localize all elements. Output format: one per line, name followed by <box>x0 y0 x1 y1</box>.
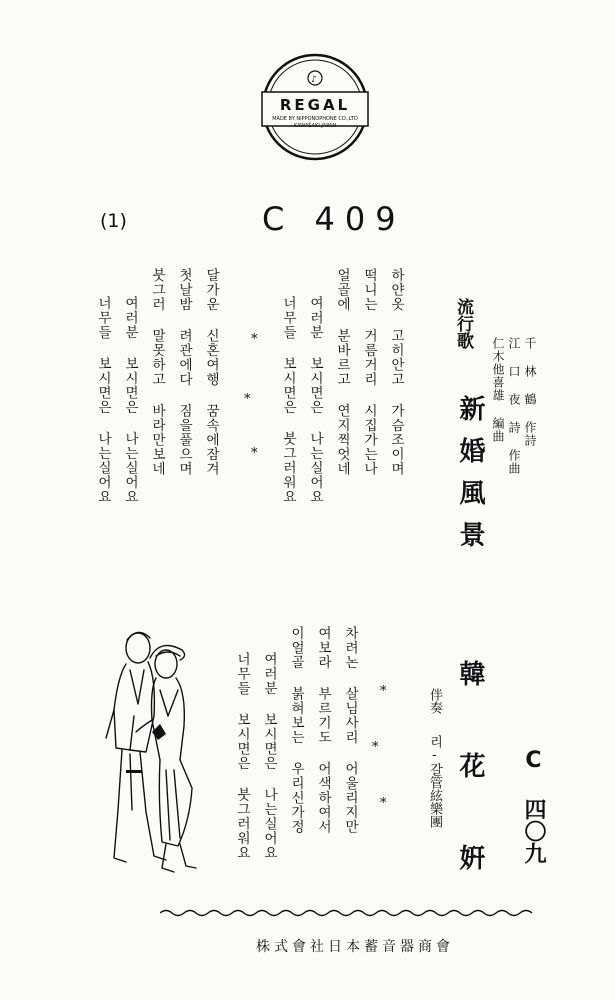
song-title: 新婚風景 <box>455 395 485 563</box>
separator: * <box>251 446 258 461</box>
couple-illustration <box>100 620 212 882</box>
credit-arranger: 仁木他喜雄 編曲 <box>491 337 505 443</box>
catalog-number-vertical: C 四〇九 <box>521 748 546 864</box>
separator: * <box>244 392 251 407</box>
side-number: (1) <box>100 210 127 232</box>
verse3-line4: 여러분 보시면은 나는실어요 <box>261 652 277 860</box>
verse3-line5: 너무들 보시면은 붓그러워요 <box>234 652 250 860</box>
verse3-line1: 차려논 살님사리 어울리지만 <box>342 626 358 834</box>
credit-composer: 江 口 夜 詩 作曲 <box>507 337 521 475</box>
verse1-line2: 떡니는 거름거리 시집가는나 <box>361 268 377 476</box>
wavy-divider <box>160 908 535 918</box>
credit-lyricist: 千 林 鶴 作詩 <box>523 337 537 447</box>
verse2-line1: 달가운 신혼여행 꿈속에잠겨 <box>203 268 219 476</box>
svg-text:♪: ♪ <box>311 75 317 85</box>
genre-label: 流行歌 <box>453 298 473 349</box>
accompaniment-label: 伴奏 <box>427 688 442 714</box>
accompaniment-value: 리-갈管絃樂團 <box>427 735 442 828</box>
verse1-line1: 하얀옷 고히안고 가슴조이며 <box>388 268 404 476</box>
verse3-line2: 여보라 부르기도 어색하여서 <box>315 626 331 834</box>
separator: * <box>380 796 387 811</box>
company-name: 株式會社日本蓄音器商會 <box>256 939 454 955</box>
catalog-number: C 409 <box>262 200 406 238</box>
verse2-line5: 너무들 보시면은 나는실어요 <box>95 296 111 504</box>
verse2-line4: 여러분 보시면은 나는실어요 <box>122 296 138 504</box>
verse3-line3: 이얼골 붉혀보는 우리신가정 <box>288 626 304 834</box>
logo-place: KAWASAKI JAPAN <box>293 123 337 129</box>
verse2-line3: 붓그러 말못하고 바라만보네 <box>149 268 165 476</box>
separator: * <box>372 740 379 755</box>
logo-brand: REGAL <box>279 96 351 114</box>
separator: * <box>380 684 387 699</box>
singer-name: 韓 花 姸 <box>455 660 485 888</box>
verse1-line4: 여러분 보시면은 나는실어요 <box>307 296 323 504</box>
separator: * <box>251 332 258 347</box>
verse1-line5: 너무들 보시면은 붓그러워요 <box>280 296 296 504</box>
verse1-line3: 얼골에 분바르고 연지찍엇네 <box>334 268 350 476</box>
logo-maker: MADE BY NIPPONOPHONE CO.,LTD <box>272 116 358 122</box>
verse2-line2: 첫날밤 려관에다 짐을풀으며 <box>176 268 192 476</box>
